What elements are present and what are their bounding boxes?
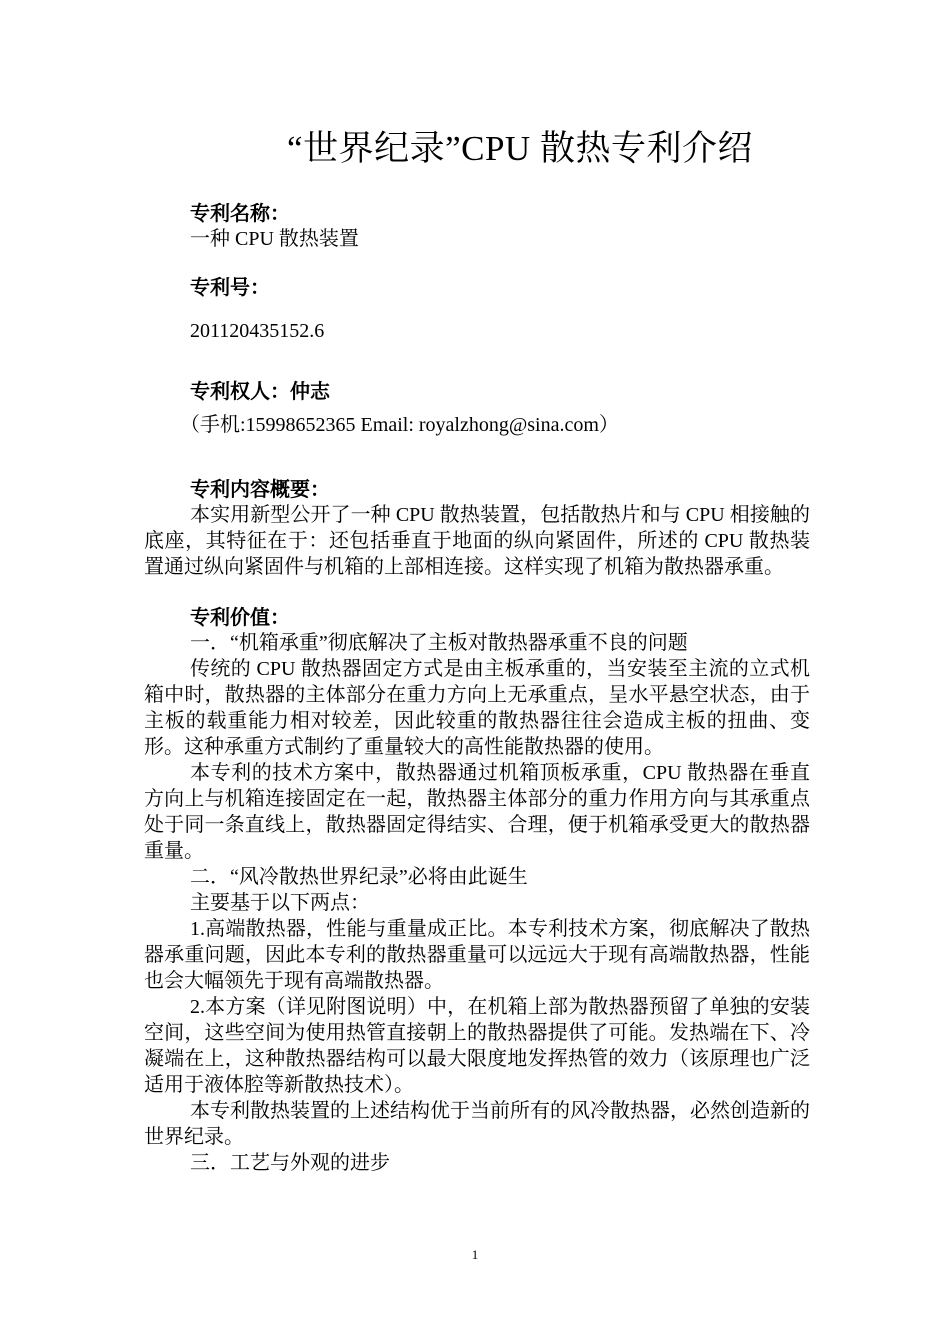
summary-text: 本实用新型公开了一种 CPU 散热装置，包括散热片和与 CPU 相接触的底座，其特征在于：还包括垂直于地面的纵向紧固件，所述的 CPU 散热装置通过纵向紧固件与机箱的上部相连接。这样实现了机箱为散热器承重。 — [144, 504, 810, 578]
patentee-contact: （手机:15998652365 Email: royalzhong@sina.com） — [180, 414, 619, 436]
section2-title: 二．“风冷散热世界纪录”必将由此诞生 — [190, 866, 528, 888]
section2-paragraph-1: 1.高端散热器，性能与重量成正比。本专利技术方案，彻底解决了散热器承重问题，因此本专利的散热器重量可以远远大于现有高端散热器，性能也会大幅领先于现有高端散热器。 — [144, 918, 810, 992]
section1-paragraph-2: 本专利的技术方案中，散热器通过机箱顶板承重，CPU 散热器在垂直方向上与机箱连接固定在一起，散热器主体部分的重力作用方向与其承重点处于同一条直线上，散热器固定得结实、合理，便于机箱承受更大的散热器重量。 — [144, 762, 810, 862]
spacer — [144, 438, 810, 476]
summary-label: 专利内容概要： — [190, 477, 330, 501]
value-label: 专利价值： — [190, 605, 290, 629]
spacer — [144, 300, 810, 318]
document-body — [144, 200, 810, 1176]
spacer — [144, 404, 810, 412]
patent-name-value: 一种 CPU 散热装置 — [190, 228, 359, 250]
section2-intro: 主要基于以下两点： — [190, 892, 370, 914]
page-number: 1 — [471, 1247, 479, 1262]
patentee-label: 专利权人：仲志 — [190, 379, 330, 403]
spacer — [144, 580, 810, 604]
patent-name-label: 专利名称： — [190, 201, 290, 225]
section1-paragraph-1: 传统的 CPU 散热器固定方式是由主板承重的，当安装至主流的立式机箱中时，散热器的主体部分在重力方向上无承重点，呈水平悬空状态，由于主板的载重能力相对较差，因此较重的散热器往往会造成主板的扭曲、变形。这种承重方式制约了重量较大的高性能散热器的使用。 — [144, 658, 810, 758]
patent-number-value: 201120435152.6 — [190, 320, 325, 342]
section1-title: 一．“机箱承重”彻底解决了主板对散热器承重不良的问题 — [190, 632, 688, 654]
spacer — [144, 252, 810, 274]
section2-paragraph-3: 本专利散热装置的上述结构优于当前所有的风冷散热器，必然创造新的世界纪录。 — [144, 1100, 810, 1148]
section3-title: 三．工艺与外观的进步 — [190, 1152, 390, 1174]
patent-number-label: 专利号： — [190, 275, 270, 299]
section2-paragraph-2: 2.本方案（详见附图说明）中，在机箱上部为散热器预留了单独的安装空间，这些空间为使用热管直接朝上的散热器提供了可能。发热端在下、冷凝端在上，这种散热器结构可以最大限度地发挥热管的效力（该原理也广泛适用于液体腔等新散热技术）。 — [144, 996, 810, 1096]
spacer — [144, 344, 810, 378]
document-title: “世界纪录”CPU 散热专利介绍 — [287, 129, 753, 168]
